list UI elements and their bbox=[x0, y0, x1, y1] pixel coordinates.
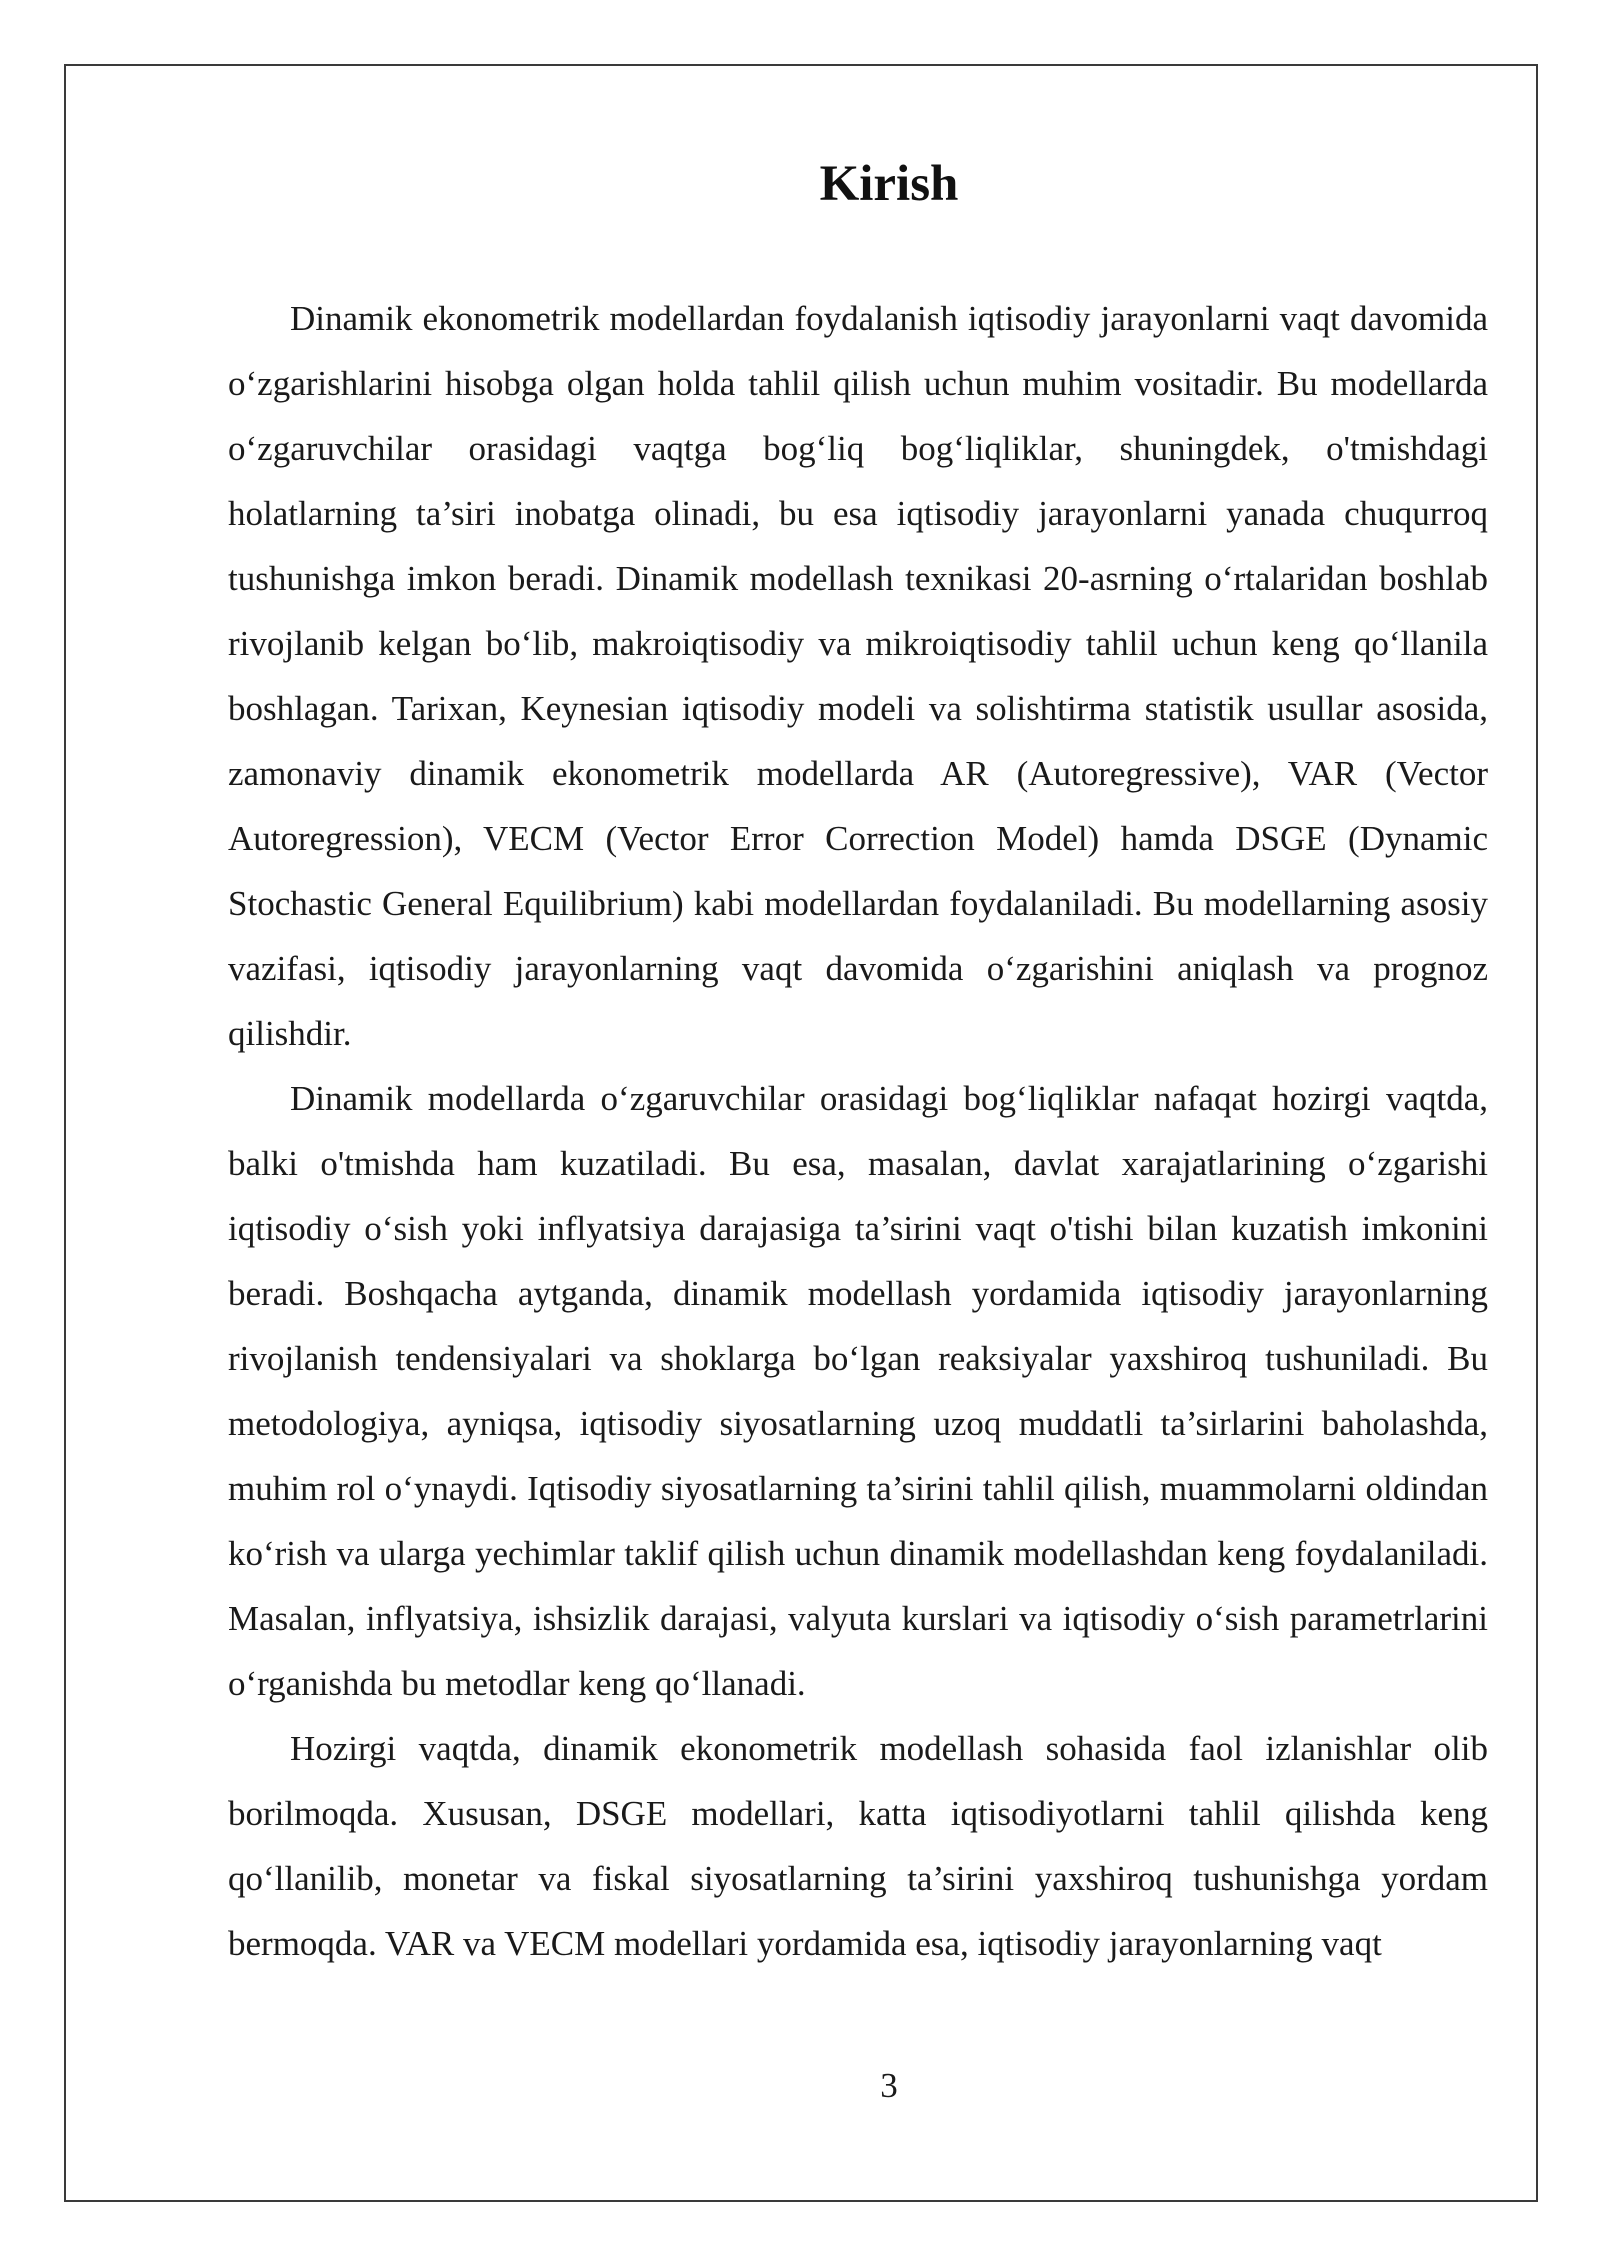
paragraph-3: Hozirgi vaqtda, dinamik ekonometrik modellash sohasida faol izlanishlar olib borilmoqda. Xususan, DSGE modellari, katta iqtisodiyotlarni tahlil qilishda keng qo‘llanilib, monetar va fiskal siyosatlarning ta’sirini yaxshiroq tushunishga yordam bermoqda. VAR va VECM modellari yordamida esa, iqtisodiy jarayonlarning vaqt bbox=[228, 1729, 1488, 1963]
paragraph-2: Dinamik modellarda o‘zgaruvchilar orasidagi bog‘liqliklar nafaqat hozirgi vaqtda, balki o'tmishda ham kuzatiladi. Bu esa, masalan, davlat xarajatlarining o‘zgarishi iqtisodiy o‘sish yoki inflyatsiya darajasiga ta’sirini vaqt o'tishi bilan kuzatish imkonini beradi. Boshqacha aytganda, dinamik modellash yordamida iqtisodiy jarayonlarning rivojlanish tendensiyalari va shoklarga bo‘lgan reaksiyalar yaxshiroq tushuniladi. Bu metodologiya, ayniqsa, iqtisodiy siyosatlarning uzoq muddatli ta’sirlarini baholashda, muhim rol o‘ynaydi. Iqtisodiy siyosatlarning ta’sirini tahlil qilish, muammolarni oldindan ko‘rish va ularga yechimlar taklif qilish uchun dinamik modellashdan keng foydalaniladi. Masalan, inflyatsiya, ishsizlik darajasi, valyuta kurslari va iqtisodiy o‘sish parametrlarini o‘rganishda bu metodlar keng qo‘llanadi. bbox=[228, 1079, 1488, 1703]
paragraph-1: Dinamik ekonometrik modellardan foydalanish iqtisodiy jarayonlarni vaqt davomida o‘zgarishlarini hisobga olgan holda tahlil qilish uchun muhim vositadir. Bu modellarda o‘zgaruvchilar orasidagi vaqtga bog‘liq bog‘liqliklar, shuningdek, o'tmishdagi holatlarning ta’siri inobatga olinadi, bu esa iqtisodiy jarayonlarni yanada chuqurroq tushunishga imkon beradi. Dinamik modellash texnikasi 20-asrning o‘rtalaridan boshlab rivojlanib kelgan bo‘lib, makroiqtisodiy va mikroiqtisodiy tahlil uchun keng qo‘llanila boshlagan. Tarixan, Keynesian iqtisodiy modeli va solishtirma statistik usullar asosida, zamonaviy dinamik ekonometrik modellarda AR (Autoregressive), VAR (Vector Autoregression), VECM (Vector Error Correction Model) hamda DSGE (Dynamic Stochastic General Equilibrium) kabi modellardan foydalaniladi. Bu modellarning asosiy vazifasi, iqtisodiy jarayonlarning vaqt davomida o‘zgarishini aniqlash va prognoz qilishdir. bbox=[228, 299, 1488, 1053]
document-body bbox=[228, 286, 1488, 1976]
page-title: Kirish bbox=[819, 156, 959, 212]
page-number: 3 bbox=[880, 2066, 898, 2105]
